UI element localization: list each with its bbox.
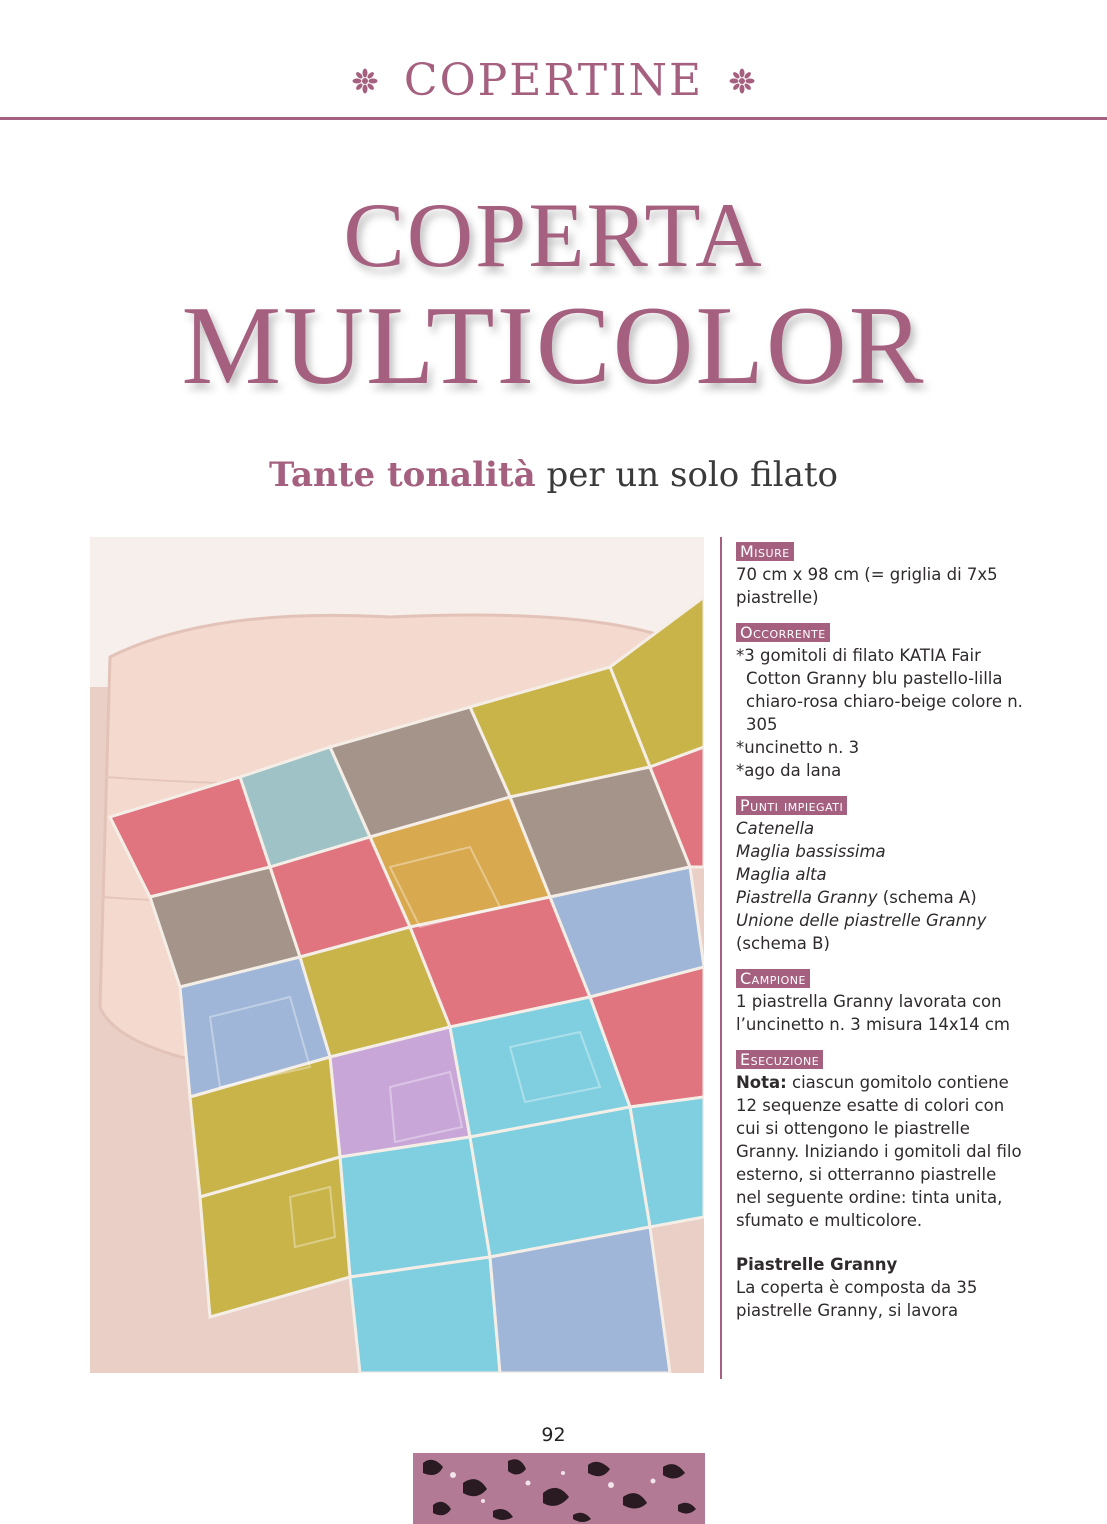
occorrente-item: *3 gomitoli di filato KATIA Fair Cotton Granny blu pastello-lilla chiaro-rosa chiaro-beige colore n. 305 — [736, 646, 1023, 734]
punto-name: Maglia alta — [736, 865, 827, 884]
punto-item — [736, 840, 1026, 863]
flower-ornament-icon — [352, 68, 378, 94]
note-text: ciascun gomitolo contiene 12 sequenze esatte di colori con cui si ottengono le piastrelle Granny. Iniziando i gomitoli dal filo esterno, si otterranno piastrelle nel seguente ordine: tinta unita, sfumato e multicolore. — [736, 1073, 1022, 1230]
header-divider — [0, 117, 1107, 120]
punto-item — [736, 817, 1026, 840]
occorrente-label: Occorrente — [736, 623, 830, 642]
esecuzione-block — [736, 1048, 1026, 1322]
punto-item — [736, 909, 1026, 955]
misure-block — [736, 540, 1026, 609]
punto-note: (schema A) — [882, 888, 977, 907]
section-title: COPERTINE — [403, 55, 704, 106]
blanket-photo — [90, 537, 704, 1373]
occorrente-item: *uncinetto n. 3 — [736, 738, 860, 757]
campione-block — [736, 967, 1026, 1036]
punto-name: Maglia bassissima — [736, 842, 886, 861]
punto-name: Unione delle piastrelle Granny — [736, 911, 987, 930]
flower-ornament-icon — [729, 68, 755, 94]
punto-item — [736, 886, 1026, 909]
sub-text: La coperta è composta da 35 piastrelle Granny, si lavora — [736, 1278, 978, 1320]
sub-heading: Piastrelle Granny — [736, 1255, 898, 1274]
note-label: Nota: — [736, 1073, 787, 1092]
punti-label: Punti impiegati — [736, 796, 847, 815]
section-header — [0, 52, 1107, 106]
page-number: 92 — [541, 1424, 566, 1446]
campione-label: Campione — [736, 969, 810, 988]
misure-label: Misure — [736, 542, 794, 561]
esecuzione-label: Esecuzione — [736, 1050, 823, 1069]
occorrente-block — [736, 621, 1026, 782]
occorrente-item: *ago da lana — [736, 761, 842, 780]
main-title-line1: COPERTA — [343, 184, 764, 286]
subtitle-highlight: Tante tonalità — [268, 455, 536, 495]
punti-block — [736, 794, 1026, 955]
subtitle — [0, 455, 1107, 495]
main-title-line2: MULTICOLOR — [181, 284, 926, 408]
campione-text: 1 piastrella Granny lavorata con l’uncinetto n. 3 misura 14x14 cm — [736, 992, 1010, 1034]
punto-name: Catenella — [736, 819, 815, 838]
subtitle-rest: per un solo filato — [546, 455, 839, 495]
pattern-info-sidebar — [736, 540, 1026, 1334]
sidebar-divider — [720, 537, 722, 1379]
footer-floral-pattern — [413, 1453, 705, 1524]
esecuzione-note — [736, 1071, 1026, 1232]
punto-item — [736, 863, 1026, 886]
punto-note: (schema B) — [736, 934, 830, 953]
punto-name: Piastrella Granny — [736, 888, 878, 907]
misure-text: 70 cm x 98 cm (= griglia di 7x5 piastrelle) — [736, 565, 998, 607]
